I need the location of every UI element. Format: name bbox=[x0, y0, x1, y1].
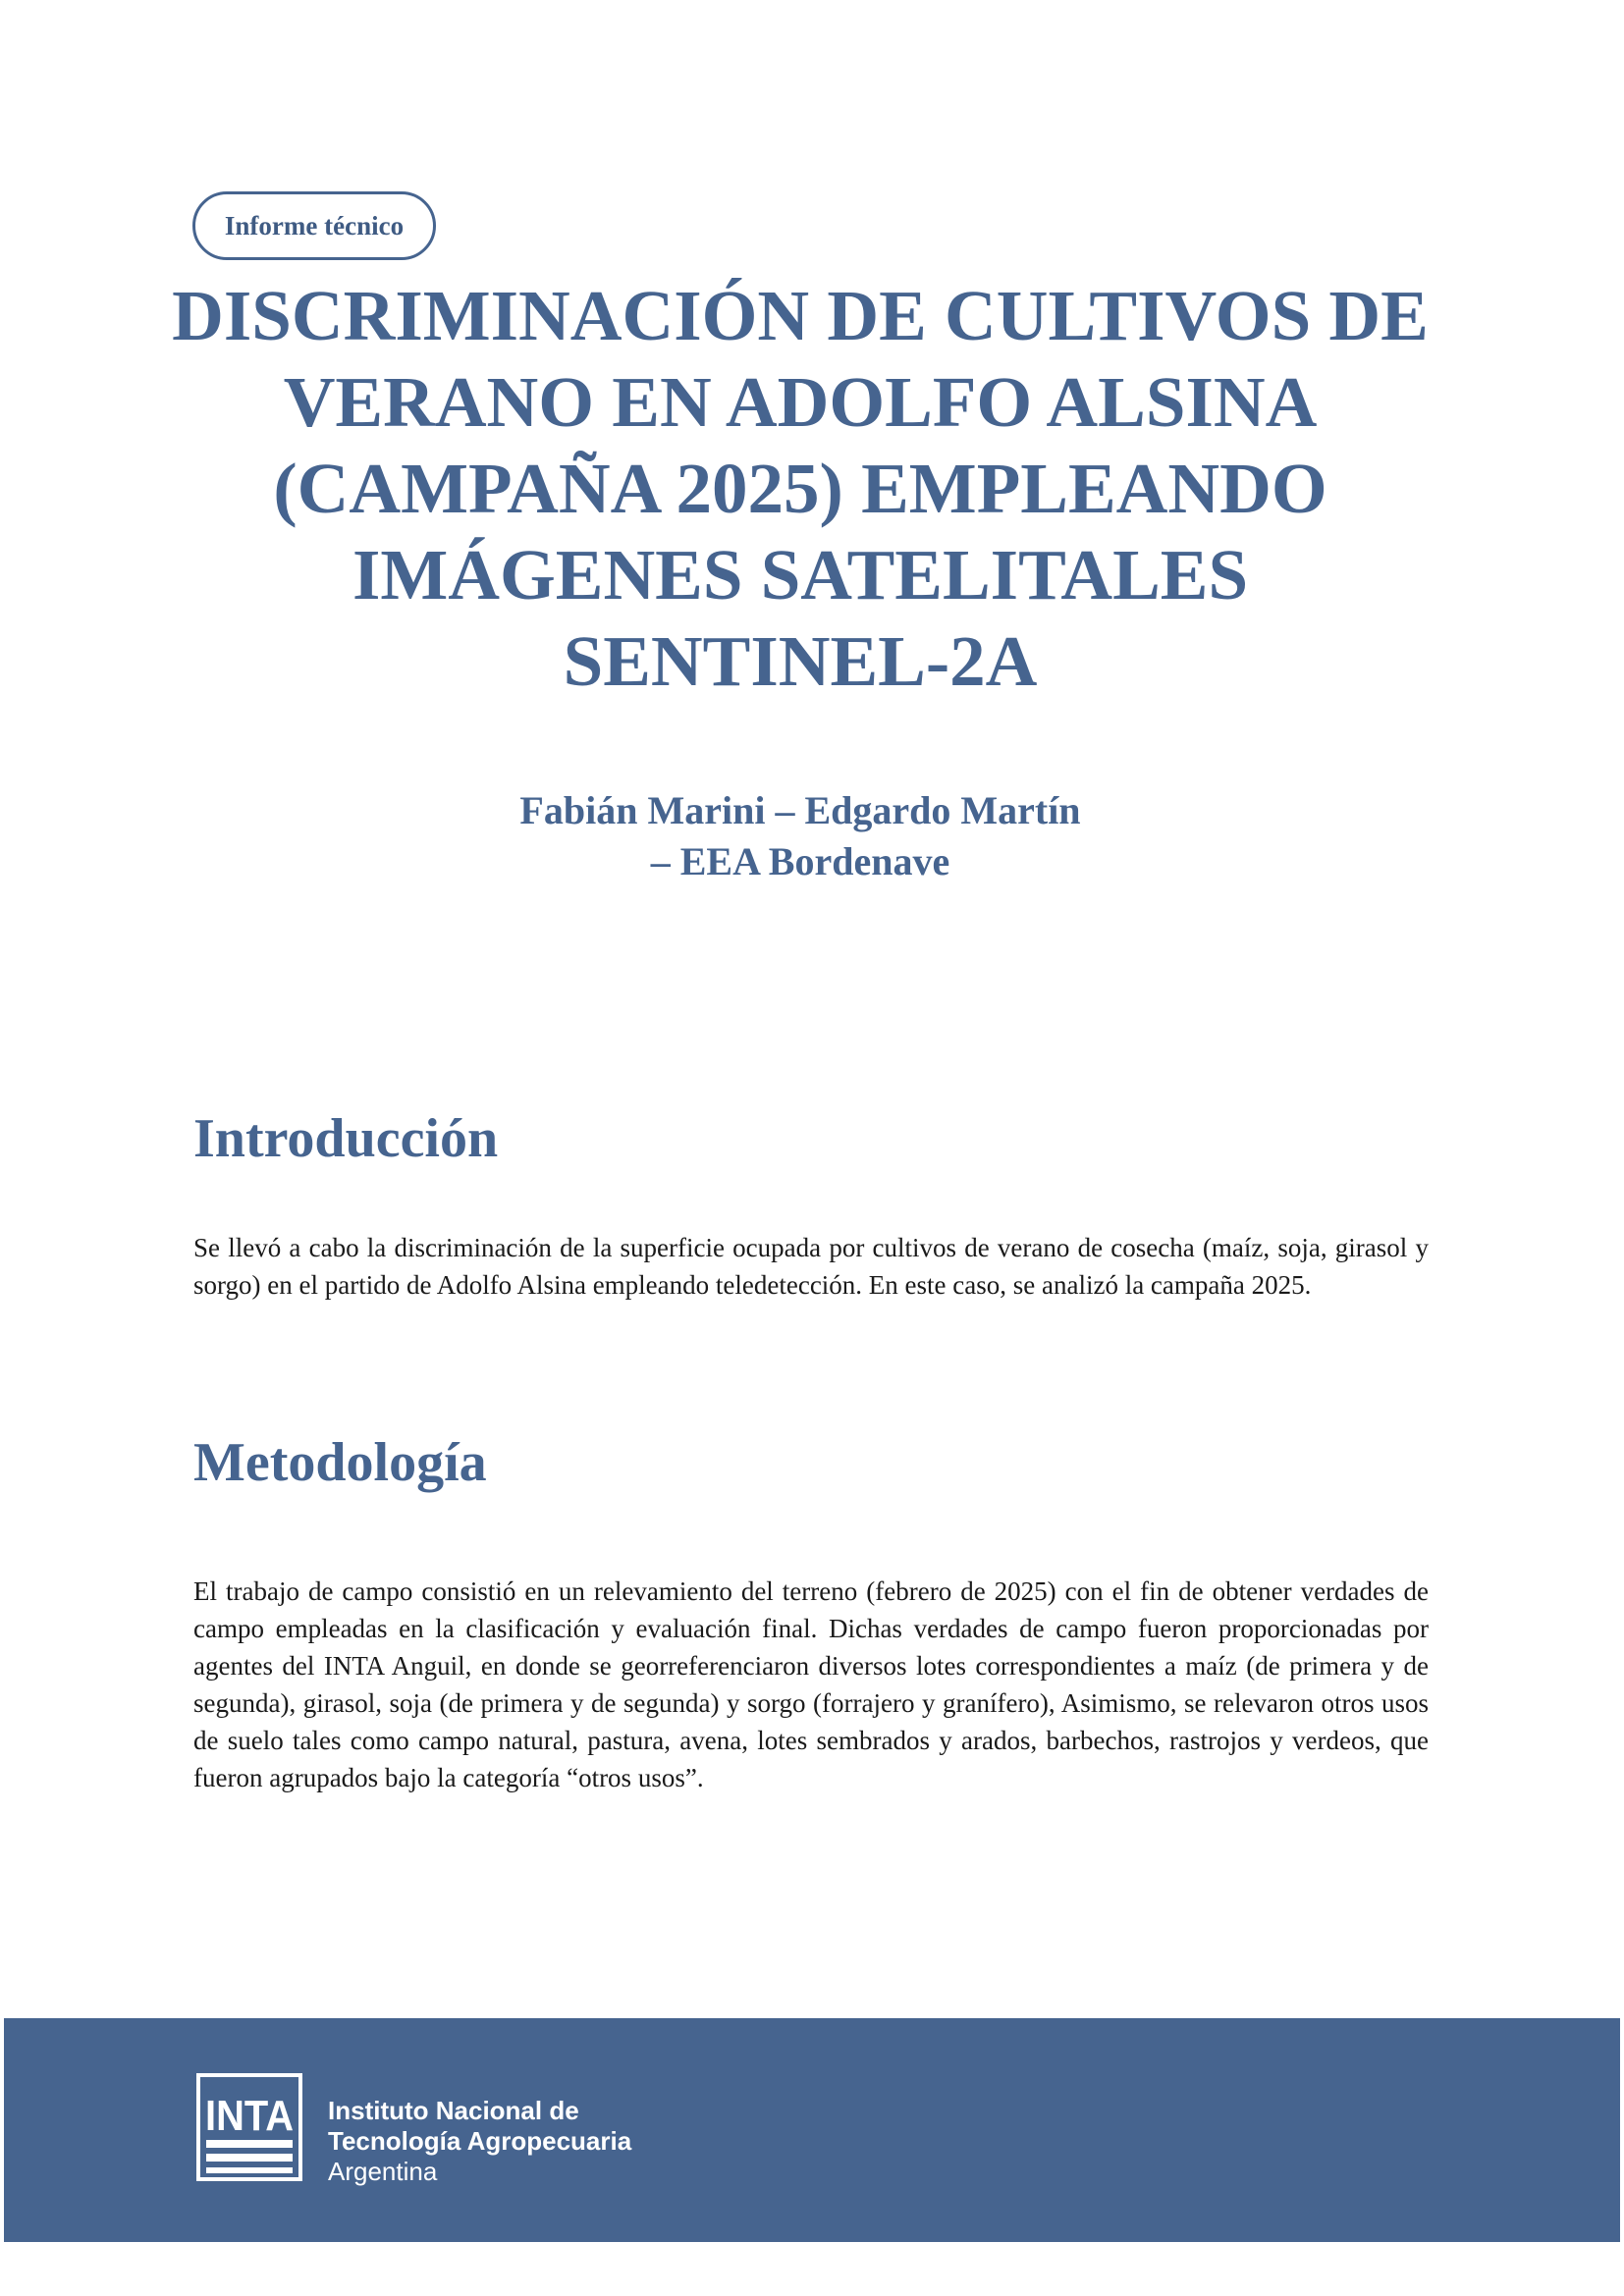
authors bbox=[393, 785, 1208, 887]
inta-logo bbox=[196, 2073, 302, 2181]
org-line: Tecnología Agropecuaria bbox=[328, 2126, 632, 2156]
section-text-introduccion: Se llevó a cabo la discriminación de la superficie ocupada por cultivos de verano de cosecha (maíz, soja, girasol y sorgo) en el partido de Adolfo Alsina empleando teledetección. En este caso, se analizó la campaña 2025. bbox=[193, 1233, 1429, 1300]
title-line: SENTINEL-2A bbox=[563, 621, 1038, 701]
document-type-badge: Informe técnico bbox=[192, 191, 436, 260]
section-text-metodologia: El trabajo de campo consistió en un relevamiento del terreno (febrero de 2025) con el fin de obtener verdades de campo empleadas en la clasificación y evaluación final. Dichas verdades de campo fueron proporcionadas por agentes del INTA Anguil, en donde se georreferenciaron diversos lotes correspondientes a maíz (de primera y de segunda), girasol, soja (de primera y de segunda) y sorgo (forrajero y granífero), Asimismo, se relevaron otros usos de suelo tales como campo natural, pastura, avena, lotes sembrados y arados, barbechos, rastrojos y verdeos, que fueron agrupados bajo la categoría “otros usos”. bbox=[193, 1576, 1429, 1792]
title-line: DISCRIMINACIÓN DE CULTIVOS DE bbox=[172, 276, 1429, 355]
org-country: Argentina bbox=[328, 2157, 438, 2186]
report-title bbox=[88, 273, 1512, 705]
logo-text: INTA bbox=[205, 2092, 294, 2140]
authors-line: Fabián Marini – Edgardo Martín bbox=[519, 788, 1081, 832]
org-line: Instituto Nacional de bbox=[328, 2096, 579, 2125]
authors-line: – EEA Bordenave bbox=[650, 839, 950, 883]
title-line: VERANO EN ADOLFO ALSINA bbox=[283, 362, 1318, 442]
title-line: IMÁGENES SATELITALES bbox=[352, 535, 1249, 614]
title-line: (CAMPAÑA 2025) EMPLEANDO bbox=[273, 449, 1327, 528]
organization-name bbox=[328, 2096, 631, 2187]
section-heading-metodologia: Metodología bbox=[193, 1432, 487, 1493]
section-heading-introduccion: Introducción bbox=[193, 1108, 499, 1169]
